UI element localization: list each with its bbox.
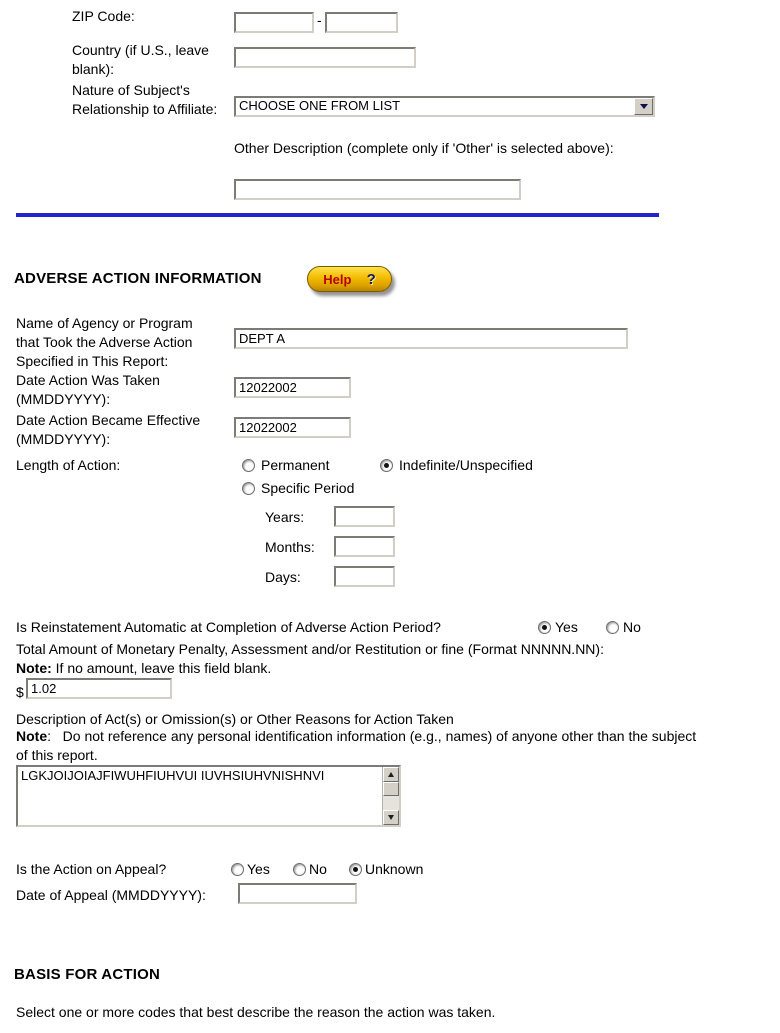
- reinstatement-no-label: No: [623, 619, 641, 635]
- scrollbar-thumb[interactable]: [383, 782, 399, 796]
- years-input[interactable]: [334, 506, 395, 527]
- relationship-label: Nature of Subject's Relationship to Affiliate:: [72, 82, 218, 117]
- zip-code-input-1[interactable]: [234, 12, 314, 33]
- days-label: Days:: [265, 569, 301, 585]
- length-specific-period-radio[interactable]: [242, 482, 255, 495]
- arrow-up-icon: [388, 772, 394, 777]
- months-label: Months:: [265, 539, 315, 555]
- length-of-action-label: Length of Action:: [16, 457, 121, 473]
- country-label: Country (if U.S., leave blank):: [72, 42, 209, 77]
- other-description-input[interactable]: [234, 179, 521, 200]
- monetary-amount-input[interactable]: [26, 678, 172, 699]
- appeal-question: Is the Action on Appeal?: [16, 861, 167, 877]
- relationship-select[interactable]: [234, 96, 655, 117]
- help-button-label: Help: [323, 271, 352, 287]
- length-permanent-label: Permanent: [261, 457, 330, 473]
- days-input[interactable]: [334, 566, 395, 587]
- select-dropdown-button[interactable]: [634, 98, 653, 115]
- adverse-action-heading: ADVERSE ACTION INFORMATION: [14, 270, 262, 287]
- date-effective-label: Date Action Became Effective (MMDDYYYY):: [16, 412, 201, 447]
- date-action-taken-label: Date Action Was Taken (MMDDYYYY):: [16, 372, 160, 407]
- date-effective-input[interactable]: [234, 417, 351, 438]
- scroll-down-button[interactable]: [383, 810, 399, 825]
- reinstatement-yes-label: Yes: [555, 619, 578, 635]
- agency-input[interactable]: [234, 328, 628, 349]
- basis-instruction: Select one or more codes that best describe the reason the action was taken.: [16, 1004, 496, 1020]
- monetary-label: Total Amount of Monetary Penalty, Assessment and/or Restitution or fine (Format NNNNN.NN):: [16, 641, 604, 657]
- months-input[interactable]: [334, 536, 395, 557]
- zip-code-separator: -: [317, 12, 322, 28]
- reinstatement-yes-radio[interactable]: [538, 621, 551, 634]
- monetary-note-label: Note:: [16, 660, 52, 676]
- appeal-no-label: No: [309, 861, 327, 877]
- currency-symbol: $: [16, 684, 24, 700]
- reinstatement-question: Is Reinstatement Automatic at Completion of Adverse Action Period?: [16, 619, 441, 635]
- appeal-no-radio[interactable]: [293, 863, 306, 876]
- length-specific-period-label: Specific Period: [261, 480, 355, 496]
- years-label: Years:: [265, 509, 305, 525]
- textarea-scrollbar[interactable]: [382, 767, 399, 825]
- appeal-unknown-label: Unknown: [365, 861, 424, 877]
- act-description-note-text: : Do not reference any personal identification information (e.g., names) of anyone other than the subject of this report.: [16, 728, 701, 763]
- length-indefinite-radio[interactable]: [380, 459, 393, 472]
- scrollbar-track[interactable]: [383, 796, 399, 810]
- scroll-up-button[interactable]: [383, 767, 399, 782]
- help-button[interactable]: [307, 266, 392, 292]
- other-description-label: Other Description (complete only if 'Other' is selected above):: [234, 140, 614, 156]
- country-input[interactable]: [234, 47, 416, 68]
- relationship-selected-value: CHOOSE ONE FROM LIST: [239, 98, 401, 113]
- section-divider: [16, 213, 659, 217]
- act-description-label: Description of Act(s) or Omission(s) or Other Reasons for Action Taken: [16, 711, 454, 727]
- length-indefinite-label: Indefinite/Unspecified: [399, 457, 533, 473]
- zip-code-input-2[interactable]: [325, 12, 398, 33]
- appeal-date-input[interactable]: [238, 883, 357, 904]
- appeal-yes-label: Yes: [247, 861, 270, 877]
- date-action-taken-input[interactable]: [234, 377, 351, 398]
- basis-for-action-heading: BASIS FOR ACTION: [14, 966, 160, 983]
- monetary-note-text: If no amount, leave this field blank.: [51, 660, 272, 676]
- act-description-textarea[interactable]: [16, 765, 401, 827]
- chevron-down-icon: [640, 104, 648, 109]
- zip-code-label: ZIP Code:: [72, 8, 135, 24]
- appeal-date-label: Date of Appeal (MMDDYYYY):: [16, 887, 206, 903]
- reinstatement-no-radio[interactable]: [606, 621, 619, 634]
- act-description-text: LGKJOIJOIAJFIWUHFIUHVUI IUVHSIUHVNISHNVI: [21, 768, 325, 783]
- question-mark-icon: ?: [366, 270, 376, 288]
- agency-label: Name of Agency or Program that Took the Adverse Action Specified in This Report:: [16, 315, 193, 369]
- appeal-unknown-radio[interactable]: [349, 863, 362, 876]
- act-description-note-label: Note: [16, 728, 48, 744]
- act-description-note: [16, 727, 700, 765]
- length-permanent-radio[interactable]: [242, 459, 255, 472]
- monetary-note: [16, 659, 271, 678]
- appeal-yes-radio[interactable]: [231, 863, 244, 876]
- arrow-down-icon: [388, 815, 394, 820]
